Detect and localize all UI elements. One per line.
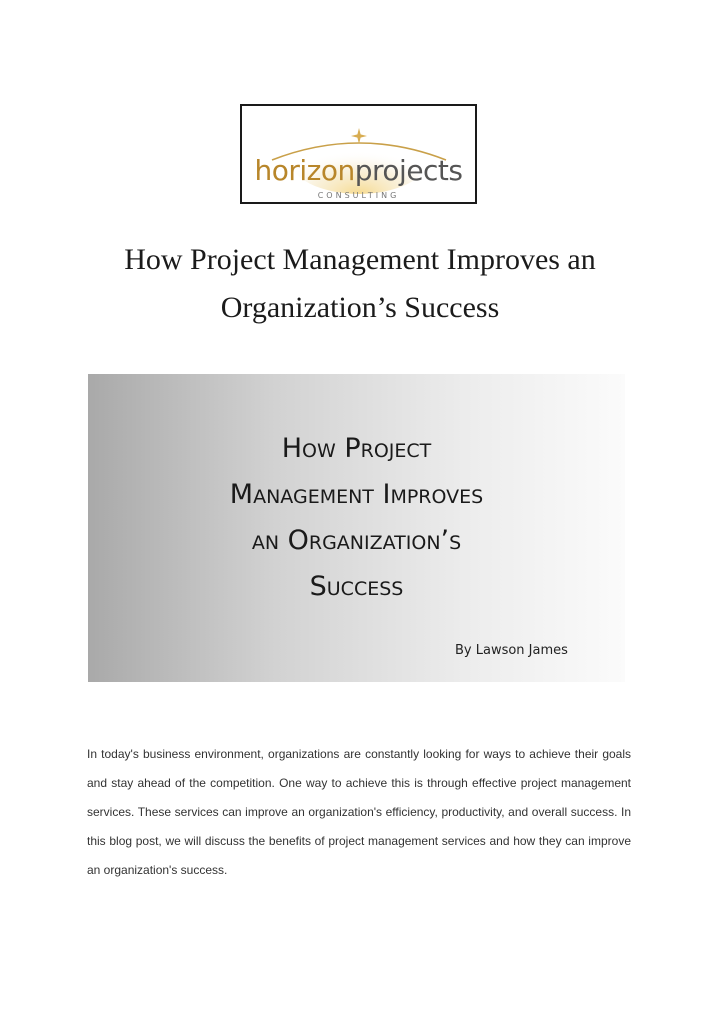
company-logo xyxy=(240,104,477,204)
document-title: How Project Management Improves an Organization’s Success xyxy=(124,243,596,324)
banner-title: How Project Management Improves an Organization’s Success xyxy=(229,433,484,602)
logo-wordmark xyxy=(242,154,475,187)
intro-paragraph: In today's business environment, organizations are constantly looking for ways to achieve their goals and stay ahead of the competition. One way to achieve this is through effective project management services. These services can improve an organization's efficiency, productivity, and overall success. In this blog post, we will discuss the benefits of project management services and how they can improve an organization's success. xyxy=(87,747,631,877)
logo-word-projects: projects xyxy=(354,154,463,187)
logo-subtitle: CONSULTING xyxy=(317,191,400,200)
feature-banner-image xyxy=(88,374,625,682)
banner-byline: By Lawson James xyxy=(455,643,568,658)
logo-word-horizon: horizon xyxy=(254,154,355,187)
